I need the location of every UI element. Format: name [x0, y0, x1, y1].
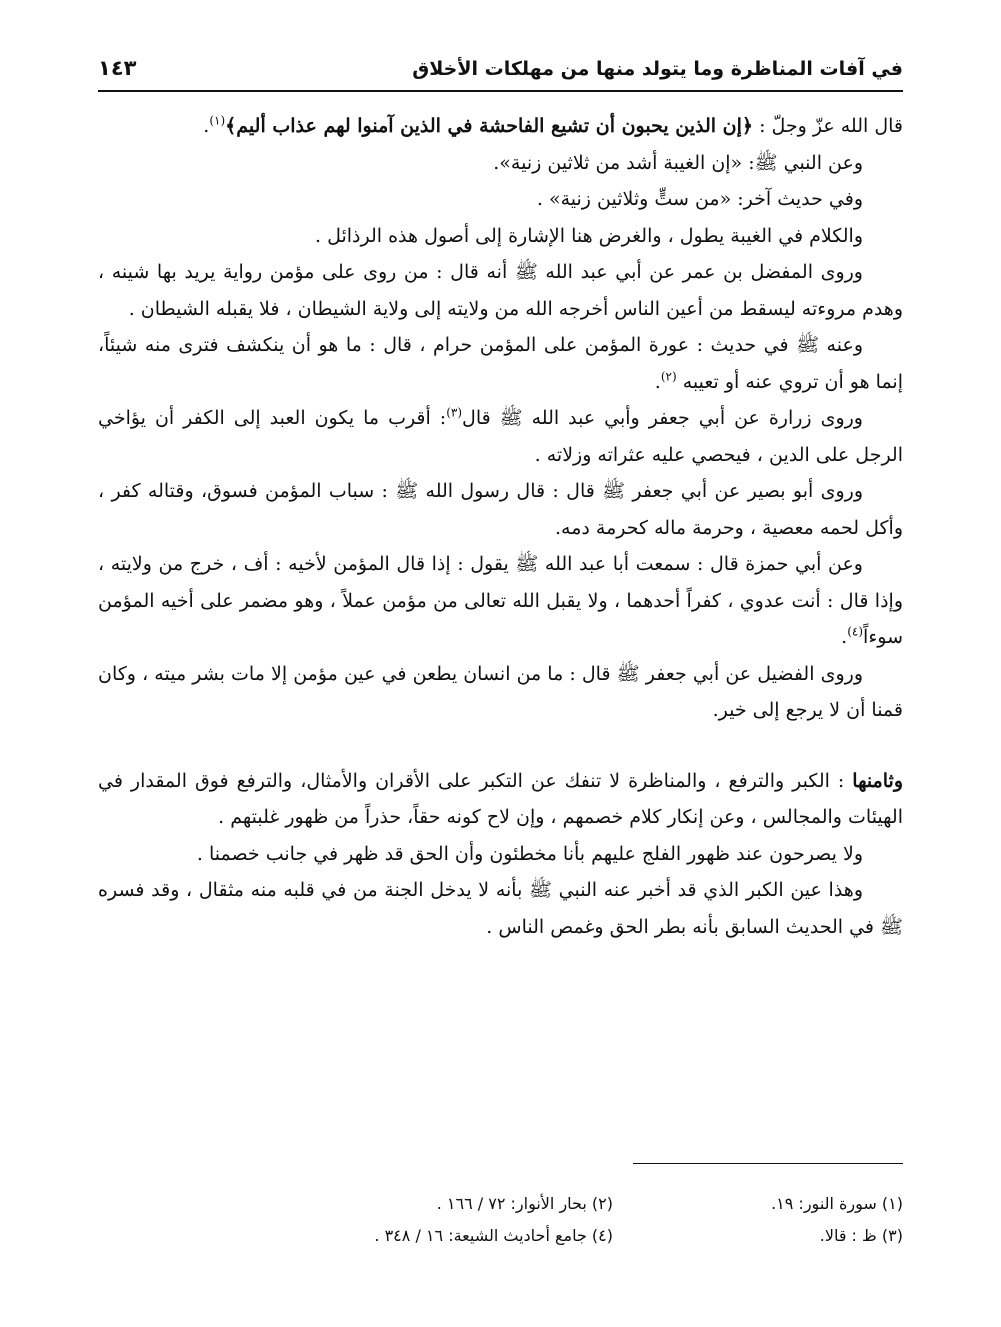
section-lead: وثامنها [852, 769, 903, 792]
abu-hamza-end: . [841, 626, 848, 648]
footnote-2: (٢) بحار الأنوار: ٧٢ / ١٦٦ . [436, 1194, 613, 1213]
footnote-3: (٣) ظ : قالا. [819, 1226, 903, 1245]
verse-end: . [203, 115, 210, 137]
running-header [98, 50, 903, 92]
paragraph-eighth [98, 763, 903, 836]
paragraph-mufaddal: وروى المفضل بن عمر عن أبي عبد الله ﷺ أنه قال : من روى على مؤمن رواية يريد بها شينه ، وهدم مروءته ليسقط من أعين الناس أخرجه الله من ولايته إلى ولاية الشيطان ، فلا يقبله الشيطان . [98, 261, 903, 320]
footnote-ref-4[interactable]: (٤) [847, 624, 864, 639]
footnote-ref-3[interactable]: (٣) [446, 405, 463, 420]
paragraph-kibr: وهذا عين الكبر الذي قد أخبر عنه النبي ﷺ بأنه لا يدخل الجنة من في قلبه منه مثقال ، وقد فسره ﷺ في الحديث السابق بأنه بطر الحق وغمص الناس . [98, 879, 903, 938]
paragraph-ghiba-note: والكلام في الغيبة يطول ، والغرض هنا الإشارة إلى أصول هذه الرذائل . [315, 224, 863, 247]
paragraph-abu-hamza [98, 546, 903, 656]
paragraph-no-admission: ولا يصرحون عند ظهور الفلج عليهم بأنا مخطئون وأن الحق قد ظهر في جانب خصمنا . [196, 842, 863, 865]
zurara-text-b: : أقرب ما يكون العبد إلى الكفر أن يؤاخي الرجل على الدين ، فيحصي عليه عثراته وزلاته . [98, 407, 903, 466]
footnote-divider [633, 1163, 903, 1164]
footnote-1: (١) سورة النور: ١٩. [771, 1194, 903, 1213]
quran-verse: ﴿إن الذين يحبون أن تشيع الفاحشة في الذين آمنوا لهم عذاب أليم﴾ [225, 115, 754, 137]
zurara-text-a: وروى زرارة عن أبي جعفر وأبي عبد الله ﷺ قال [462, 407, 863, 429]
paragraph-hadith-2: وفي حديث آخر: «من ستٍّ وثلاثين زنية» . [536, 188, 863, 210]
abu-hamza-text: وعن أبي حمزة قال : سمعت أبا عبد الله ﷺ يقول : إذا قال المؤمن لأخيه : أف ، خرج من ولايته ، وإذا قال : أنت عدوي ، كفراً أحدهما ، ولا يقبل الله تعالى من مؤمن عملاً ، وهو مضمر على أخيه المؤمن سوءاً [98, 553, 903, 648]
paragraph-awra [98, 327, 903, 400]
awra-end: . [654, 370, 661, 393]
paragraph-hadith-1: وعن النبي ﷺ: «إن الغيبة أشد من ثلاثين زنية». [493, 151, 863, 174]
footnote-4: (٤) جامع أحاديث الشيعة: ١٦ / ٣٤٨ . [374, 1226, 613, 1245]
paragraph-quran-verse [98, 108, 903, 145]
eighth-text: : الكبر والترفع ، والمناظرة لا تنفك عن التكبر على الأقران والأمثال، والترفع فوق المقدار في الهيئات والمجالس ، وعن إنكار كلام خصمهم ، وإن لاح كونه حقاً، حذراً من ظهور غلبتهم . [98, 769, 903, 828]
page-number: ١٤٣ [98, 56, 137, 80]
footnote-ref-2[interactable]: (٢) [660, 369, 677, 384]
paragraph-zurara [98, 400, 903, 473]
main-text [98, 108, 903, 945]
paragraph-fudayl: وروى الفضيل عن أبي جعفر ﷺ قال : ما من انسان يطعن في عين مؤمن إلا مات بشر ميته ، وكان قمنا أن لا يرجع إلى خير. [98, 662, 903, 721]
awra-text: وعنه ﷺ في حديث : عورة المؤمن على المؤمن حرام ، قال : ما هو أن ينكشف فترى منه شيئاً، إنما هو أن تروي عنه أو تعيبه [98, 334, 903, 393]
paragraph-abu-basir: وروى أبو بصير عن أبي جعفر ﷺ قال : قال رسول الله ﷺ : سباب المؤمن فسوق، وقتاله كفر ، وأكل لحمه معصية ، وحرمة ماله كحرمة دمه. [98, 480, 903, 539]
verse-intro: قال الله عزّ وجلّ : [753, 115, 903, 137]
header-title: في آفات المناظرة وما يتولد منها من مهلكات الأخلاق [412, 58, 903, 80]
footnote-ref-1[interactable]: (١) [209, 113, 226, 128]
